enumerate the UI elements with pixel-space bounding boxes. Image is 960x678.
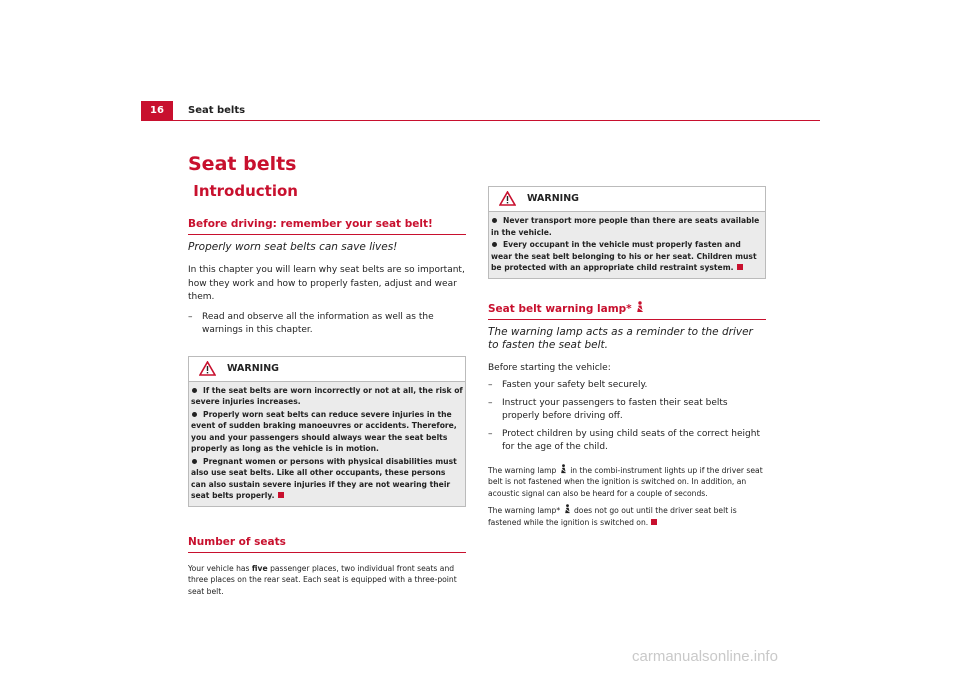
bullet-icon (492, 242, 497, 247)
dash-item: – Protect children by using child seats of the correct height for the age of the child. (488, 428, 760, 452)
warning-item-text: Never transport more people than there are seats available in the vehicle. (491, 216, 760, 237)
warning-item (191, 456, 463, 502)
lamp-heading (488, 301, 766, 320)
lamp-para1-after: in the combi-instrument lights up if the driver seat belt is not fastened when the ignition is switched on. In addition, an acoustic signal can also be heard for a couple of seconds. (488, 465, 763, 498)
dash-item-text: Fasten your safety belt securely. (502, 380, 648, 390)
dash-item: – Fasten your safety belt securely. (488, 380, 648, 390)
lamp-paragraph-1 (488, 464, 766, 500)
lamp-heading-text: Seat belt warning lamp* (488, 302, 632, 315)
warning-triangle-icon (499, 191, 516, 206)
warning-header (489, 187, 765, 212)
warning-item (191, 409, 463, 455)
end-of-section-icon (278, 492, 284, 498)
warning-title: WARNING (227, 362, 279, 374)
dash-item-text: Read and observe all the information as well as the warnings in this chapter. (202, 311, 434, 335)
section-title-text: Introduction (193, 182, 298, 200)
before-start-text: Before starting the vehicle: (488, 362, 611, 373)
warning-item-text: Pregnant women or persons with physical disabilities must also use seat belts. Like all other occupants, these persons can also sustain severe injuries if they are not wearing their seat belts properly. (191, 456, 457, 500)
seatbelt-lamp-icon (559, 464, 568, 474)
bullet-icon (192, 388, 197, 393)
watermark: carmanualsonline.info (632, 648, 778, 665)
bullet-icon (492, 218, 497, 223)
bullet-icon (192, 459, 197, 464)
lamp-lede: The warning lamp acts as a reminder to the driver to fasten the seat belt. (488, 325, 753, 351)
header-title: Seat belts (188, 105, 246, 116)
warning-header (189, 357, 465, 382)
seatbelt-lamp-icon (563, 504, 572, 514)
warning-item (491, 215, 763, 238)
warning-body (189, 382, 465, 506)
dash-item-text: Instruct your passengers to fasten their seat belts properly before driving off. (502, 397, 728, 421)
right-column (488, 186, 766, 528)
warning-box (188, 356, 466, 507)
seatbelt-lamp-icon (635, 301, 645, 313)
page-header (141, 101, 820, 121)
warning-box (488, 186, 766, 279)
dash-item: – Instruct your passengers to fasten their seat belts properly before driving off. (488, 397, 728, 421)
dash-item: – Read and observe all the information as well as the warnings in this chapter. (188, 311, 434, 335)
section-title (188, 181, 466, 201)
number-of-seats-heading: Number of seats (188, 535, 466, 553)
seats-count: five (251, 563, 268, 573)
lamp-para2-before: The warning lamp* (488, 506, 561, 515)
before-driving-lede: Properly worn seat belts can save lives! (188, 241, 398, 253)
end-of-section-icon (737, 264, 743, 270)
lamp-para1-before: The warning lamp (488, 465, 557, 475)
lamp-para2-after: does not go out until the driver seat belt is fastened while the ignition is switched on. (488, 506, 737, 527)
warning-item-text: If the seat belts are worn incorrectly or not at all, the risk of severe injuries increases. (191, 385, 463, 406)
warning-item (191, 385, 463, 408)
before-driving-heading: Before driving: remember your seat belt! (188, 217, 466, 235)
warning-item-text: Properly worn seat belts can reduce severe injuries in the event of sudden braking manoeuvres or accidents. Therefore, you and your passengers should always wear the seat belts properly as long as the vehicle is in motion. (191, 409, 457, 453)
chapter-title: Seat belts (188, 153, 297, 175)
number-of-seats-text (188, 563, 466, 598)
warning-body (489, 212, 765, 278)
warning-title: WARNING (527, 193, 579, 204)
warning-triangle-icon (199, 361, 216, 376)
seats-text-before: Your vehicle has (188, 563, 252, 573)
before-driving-intro: In this chapter you will learn why seat belts are so important, how they work and how to properly fasten, adjust and wear them. (188, 265, 465, 302)
bullet-icon (192, 412, 197, 417)
lamp-paragraph-2 (488, 504, 766, 528)
seats-text-after: passenger places, two individual front seats and three places on the rear seat. Each seat is equipped with a three-point seat belt. (188, 563, 457, 596)
warning-item (491, 239, 763, 274)
warning-item-text: Every occupant in the vehicle must properly fasten and wear the seat belt belonging to his or her seat. Children must be protected with an appropriate child restraint system. (491, 240, 757, 272)
dash-item-text: Protect children by using child seats of the correct height for the age of the child. (502, 428, 760, 452)
page-number: 16 (141, 101, 173, 120)
left-column (188, 152, 466, 597)
end-of-section-icon (651, 519, 657, 525)
